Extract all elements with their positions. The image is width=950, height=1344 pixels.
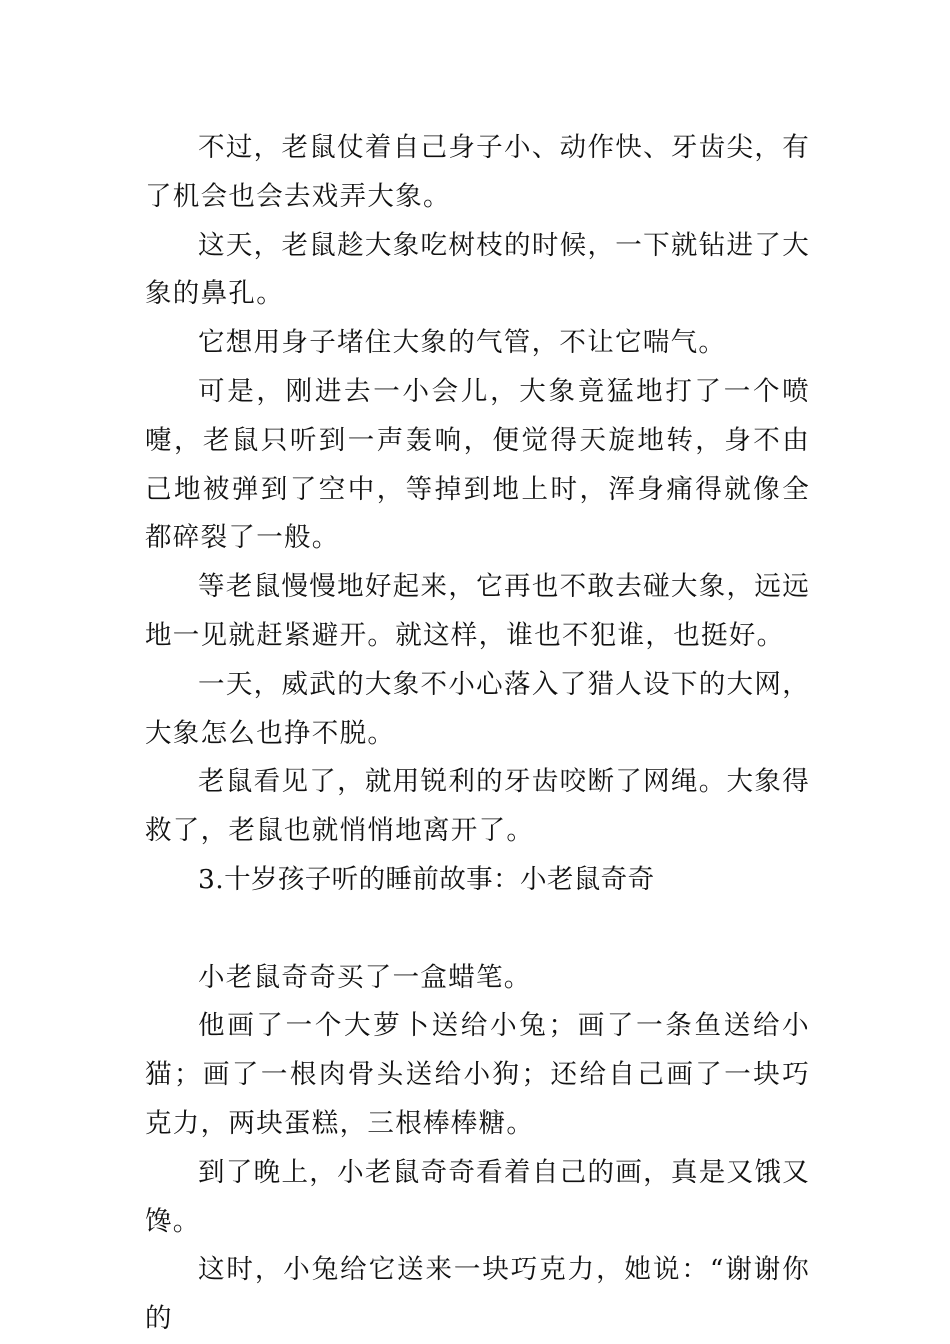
paragraph: 不过，老鼠仗着自己身子小、动作快、牙齿尖，有了机会也会去戏弄大象。	[145, 132, 810, 212]
section-heading: 3.十岁孩子听的睡前故事：小老鼠奇奇	[198, 863, 655, 895]
blank-line	[145, 905, 810, 954]
paragraph: 老鼠看见了，就用锐利的牙齿咬断了网绳。大象得救了，老鼠也就悄悄地离开了。	[145, 766, 810, 847]
paragraph: 到了晚上，小老鼠奇奇看着自己的画，真是又饿又馋。	[145, 1156, 810, 1237]
paragraph: 可是，刚进去一小会儿，大象竟猛地打了一个喷嚏，老鼠只听到一声轰响，便觉得天旋地转，身不由己地被弹到了空中，等掉到地上时，浑身痛得就像全都碎裂了一般。	[145, 375, 810, 554]
paragraph: 这天，老鼠趁大象吃树枝的时候，一下就钻进了大象的鼻孔。	[145, 229, 810, 310]
paragraph: 等老鼠慢慢地好起来，它再也不敢去碰大象，远远地一见就赶紧避开。就这样，谁也不犯谁，也挺好。	[145, 571, 810, 651]
paragraph: 这时，小兔给它送来一块巧克力，她说：“谢谢你的	[145, 1254, 810, 1335]
paragraph: 一天，威武的大象不小心落入了猎人设下的大网，大象怎么也挣不脱。	[145, 668, 810, 749]
paragraph: 它想用身子堵住大象的气管，不让它喘气。	[198, 327, 727, 359]
paragraph: 他画了一个大萝卜送给小兔；画了一条鱼送给小猫；画了一根肉骨头送给小狗；还给自己画了一块巧克力，两块蛋糕，三根棒棒糖。	[145, 1010, 810, 1139]
document-body	[145, 124, 810, 1344]
paragraph: 小老鼠奇奇买了一盒蜡笔。	[198, 961, 532, 993]
